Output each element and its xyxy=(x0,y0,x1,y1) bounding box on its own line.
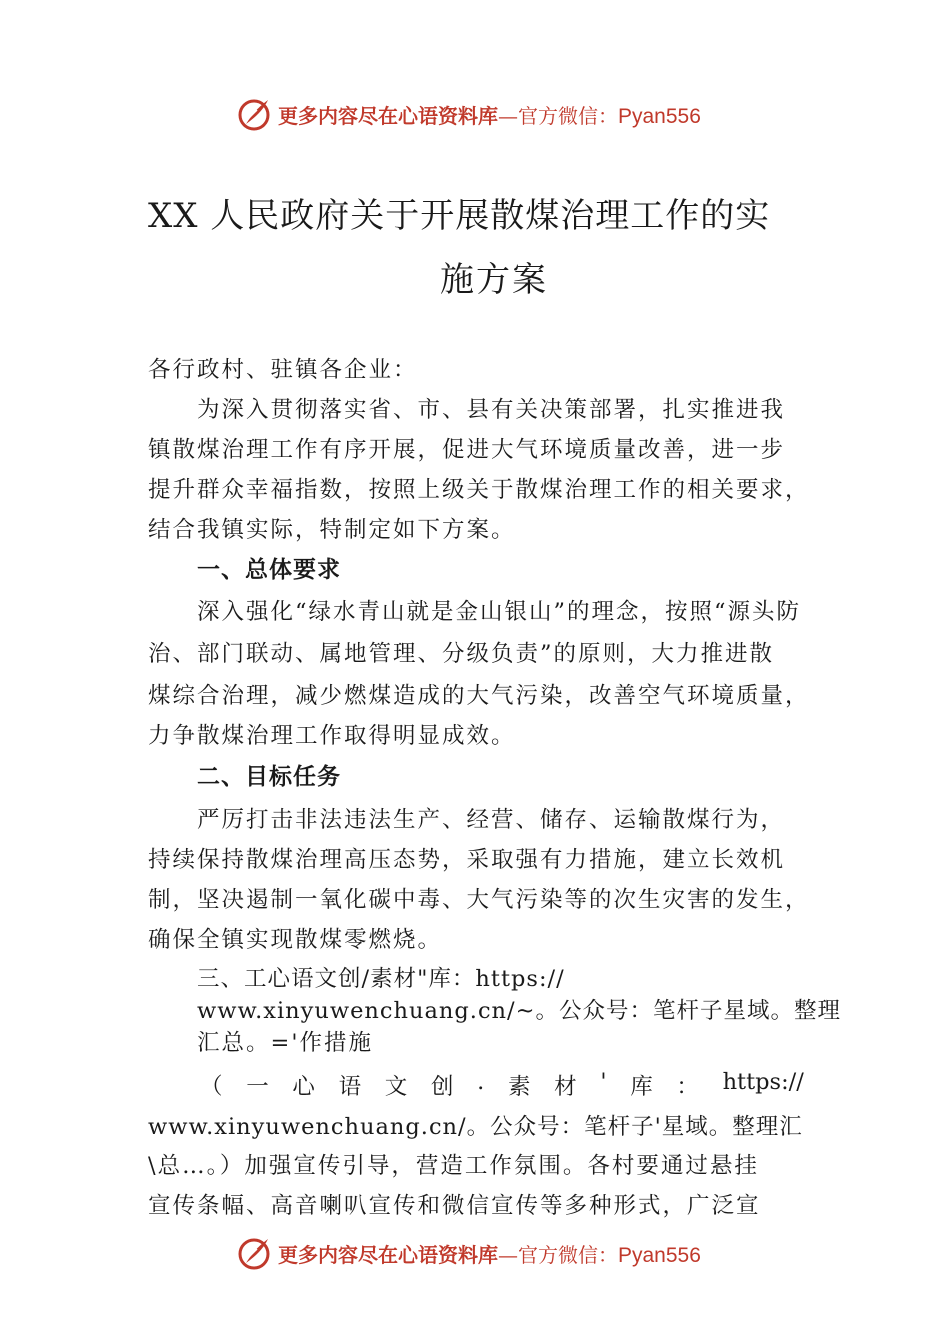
banner-main-text: 更多内容尽在心语资料库 xyxy=(278,104,498,128)
spread-token: 一 xyxy=(246,1074,269,1100)
salutation: 各行政村、驻镇各企业： xyxy=(148,357,418,383)
section2-line: 确保全镇实现散煤零燃烧。 xyxy=(148,927,443,953)
banner-wechat-id: Pyan556 xyxy=(618,105,701,128)
section-heading-2: 二、目标任务 xyxy=(197,764,341,790)
header-watermark-banner xyxy=(0,94,950,134)
document-title-line-1: XX 人民政府关于开展散煤治理工作的实 xyxy=(148,196,771,236)
section2-line: 持续保持散煤治理高压态势，采取强有力措施，建立长效机 xyxy=(148,847,786,873)
section1-line: 煤综合治理，减少燃煤造成的大气污染，改善空气环境质量， xyxy=(148,683,810,709)
section3-line: 汇总。='作措施 xyxy=(197,1030,374,1056)
spread-token: 语 xyxy=(338,1074,362,1100)
spread-token: . xyxy=(477,1069,485,1095)
section3-body-line: www.xinyuwenchuang.cn/。公众号：笔杆子'星域。整理汇 xyxy=(148,1114,803,1140)
section3-justified-line xyxy=(200,1069,804,1101)
spread-token: https:// xyxy=(722,1069,804,1095)
section2-line: 严厉打击非法违法生产、经营、储存、运输散煤行为， xyxy=(197,807,786,833)
quill-logo-icon xyxy=(237,1235,273,1271)
spread-token: 素 xyxy=(507,1074,531,1100)
spread-token: 材 xyxy=(554,1074,577,1100)
intro-line: 提升群众幸福指数，按照上级关于散煤治理工作的相关要求， xyxy=(148,477,810,503)
section1-line: 深入强化“绿水青山就是金山银山”的理念，按照“源头防 xyxy=(197,599,802,625)
section1-line: 治、部门联动、属地管理、分级负责”的原则，大力推进散 xyxy=(148,641,775,667)
section2-line: 制，坚决遏制一氧化碳中毒、大气污染等的次生灾害的发生， xyxy=(148,887,810,913)
banner-wechat-id: Pyan556 xyxy=(618,1244,701,1267)
spread-token: 文 xyxy=(384,1074,408,1100)
section3-line: 三、工心语文创/素材"库：https:// xyxy=(197,966,565,992)
document-title-line-2: 施方案 xyxy=(440,260,548,300)
banner-wechat-label: —官方微信： xyxy=(498,1243,618,1267)
banner-text xyxy=(278,100,701,129)
spread-token: （ xyxy=(200,1074,223,1100)
section3-line: www.xinyuwenchuang.cn/~。公众号：笔杆子星域。整理 xyxy=(197,998,841,1024)
section1-line: 力争散煤治理工作取得明显成效。 xyxy=(148,723,516,749)
banner-text xyxy=(278,1239,701,1268)
intro-line: 结合我镇实际，特制定如下方案。 xyxy=(148,517,516,543)
spread-token: 创 xyxy=(430,1074,454,1100)
spread-token: ： xyxy=(676,1074,699,1100)
spread-token: 库 xyxy=(630,1074,653,1100)
intro-line: 为深入贯彻落实省、市、县有关决策部署，扎实推进我 xyxy=(197,397,786,423)
banner-wechat-label: —官方微信： xyxy=(498,104,618,128)
spread-token: 心 xyxy=(292,1074,315,1100)
intro-line: 镇散煤治理工作有序开展，促进大气环境质量改善，进一步 xyxy=(148,437,786,463)
section-heading-1: 一、总体要求 xyxy=(197,557,341,583)
quill-logo-icon xyxy=(237,96,273,132)
section3-body-line: 宣传条幅、高音喇叭宣传和微信宣传等多种形式，广泛宣 xyxy=(148,1193,761,1219)
section3-body-line: \总…。）加强宣传引导，营造工作氛围。各村要通过悬挂 xyxy=(148,1153,759,1179)
footer-watermark-banner xyxy=(0,1233,950,1273)
banner-main-text: 更多内容尽在心语资料库 xyxy=(278,1243,498,1267)
spread-token: ' xyxy=(600,1069,607,1095)
